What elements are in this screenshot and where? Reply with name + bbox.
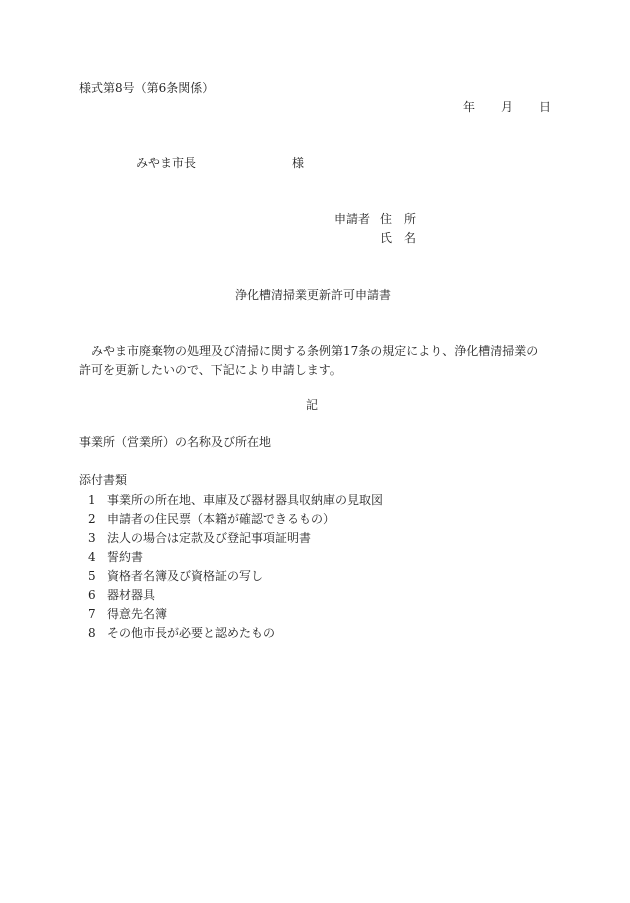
list-item: 8 その他市長が必要と認めたもの — [88, 626, 276, 640]
ki-heading: 記 — [306, 398, 319, 412]
list-item: 7 得意先名簿 — [88, 607, 168, 621]
office-section-label: 事業所（営業所）の名称及び所在地 — [79, 435, 272, 449]
list-item: 6 器材器具 — [88, 588, 156, 602]
addressee — [136, 157, 304, 169]
addressee-honorific: 様 — [292, 156, 305, 170]
applicant-address-label: 住 所 — [380, 212, 417, 226]
date-line — [463, 101, 551, 113]
applicant-name-label: 氏 名 — [380, 231, 417, 245]
list-item: 4 誓約書 — [88, 550, 144, 564]
applicant-label: 申請者 — [334, 212, 371, 226]
list-item: 5 資格者名簿及び資格証の写し — [88, 569, 264, 583]
form-number: 様式第8号（第6条関係） — [79, 81, 215, 95]
addressee-name: みやま市長 — [136, 156, 197, 170]
date-month-label: 月 — [501, 100, 514, 114]
document-title: 浄化槽清掃業更新許可申請書 — [235, 288, 392, 302]
attachments-heading: 添付書類 — [79, 473, 128, 487]
list-item: 1 事業所の所在地、車庫及び器材器具収納庫の見取図 — [88, 493, 384, 507]
attachments-list — [88, 491, 383, 643]
list-item: 2 申請者の住民票（本籍が確認できるもの） — [88, 512, 336, 526]
body-paragraph: みやま市廃棄物の処理及び清掃に関する条例第17条の規定により、浄化槽清掃業の許可を更新したいので、下記により申請します。 — [79, 344, 539, 377]
list-item: 3 法人の場合は定款及び登記事項証明書 — [88, 531, 312, 545]
date-day-label: 日 — [539, 100, 552, 114]
date-year-label: 年 — [463, 100, 476, 114]
